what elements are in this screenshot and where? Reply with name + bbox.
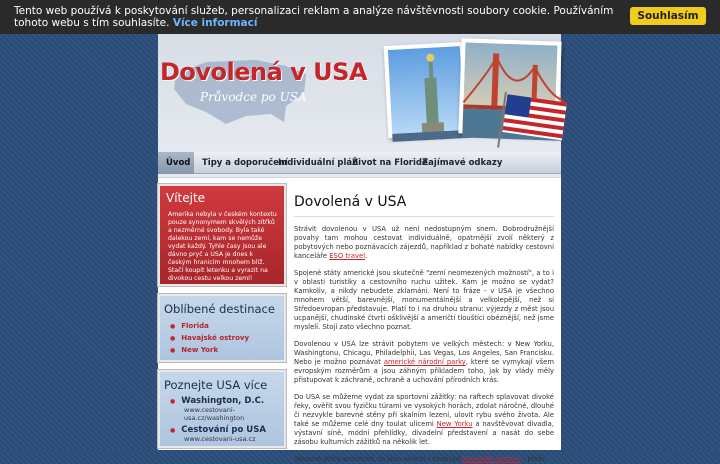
new-york-link[interactable]: New Yorku: [436, 420, 473, 428]
nav-divider: [158, 174, 561, 178]
statue-of-liberty-photo: [384, 42, 469, 138]
page-container: [158, 34, 561, 463]
header: [158, 34, 561, 152]
paragraph-1: Strávit dovolenou v USA už není nedostupným snem. Dobrodružnější povahy tam mohou cestovat individuálně, opatrnější zvolí některý z pobytových nebo poznávacích zájezdů, například z bohaté nabídky cestovní kanceláře ESO travel.: [294, 225, 554, 260]
paragraph-4: Do USA se můžeme vydat za sportovní zážitky: na raftech splavovat divoké řeky, ověřit svou fyzičku túrami ve vysokých horách, zdolat náročné, dlouhé či nezvykle barevné stěny při skalním lezení, ulovit rybu svého života. Ale také se můžeme celé dny toulat ulicemi New Yorku a navštěvovat divadla, výstavní síně, módní přehlídky, divadelní představení a nasát do sebe zásobu kulturních zážitků na několik let.: [294, 393, 555, 446]
paragraph-2: Spojené státy americké jsou skutečně "zemí neomezených možností", a to i v oblasti turistiky a cestovního ruchu užitek. Kam je možno se vydat? Kamkoliv, a nikdy nebudete zklamáni. Není to fráze - v USA je všechno mnohem větší, barevnější, monumentálnější a velkolepější, než si Středoevropan představuje. Platí to i na druhou stranu: výjezdy z měst jsou ucpanější, chudinské čtvrti ošklivější a američtí tlouštíci obéznější, než jsme myslelí. Stojí zato všechno poznat.: [294, 269, 554, 331]
eso-travel-link[interactable]: ESO travel: [329, 252, 366, 260]
more-item-title[interactable]: ● Cestování po USA: [170, 425, 284, 435]
cookie-accept-button[interactable]: Souhlasím: [630, 7, 706, 25]
more-item-washington[interactable]: [160, 396, 284, 425]
destination-new-york-link[interactable]: ● New York: [170, 344, 284, 356]
hawaii-link[interactable]: Havajské ostrovy: [462, 455, 521, 463]
usa-flag-icon: [498, 92, 566, 152]
more-item-url: www.cestovani-usa.cz/washington: [184, 406, 245, 422]
nav-item-uvod[interactable]: Úvod: [158, 152, 194, 174]
main-content: [294, 194, 554, 464]
cookie-text: Tento web používá k poskytování služeb, personalizaci reklam a analýze návštěvnosti soubory cookie. Používáním tohoto webu s tím souhlasíte. Více informací: [14, 5, 614, 29]
nav-item-zivot-na-floride[interactable]: Život na Floridě: [352, 158, 428, 168]
destinations-box: [158, 294, 286, 362]
paragraph-5: Spojené státy americké, to jsou ovšem i exotické Havajské ostrovy - pláže,: [294, 455, 548, 463]
logo-title[interactable]: Dovolená v USA: [160, 58, 368, 86]
cookie-bar: [0, 0, 720, 34]
cookie-more-info-link[interactable]: Více informací: [172, 17, 258, 29]
nav-item-zajimave-odkazy[interactable]: Zajímavé odkazy: [422, 158, 503, 168]
nav-item-individualni-plan[interactable]: Individuální plán: [278, 158, 359, 168]
destination-florida-link[interactable]: ● Florida: [170, 320, 284, 332]
welcome-text: Amerika nebyla v českém kontextu pouze synonymem skvělých zítřků a nezměrné svobody. Byla také dalekou zemí, kam se nemůže vydat každý. Tyhle časy jsou ale dávno pryč a USA je dnes k českým hranicím mnohem blíž. Stačí koupit letenku a vyrazit na divokou cestu velkou zemí!: [168, 211, 277, 282]
more-item-cestovani[interactable]: [160, 425, 284, 446]
paragraph-3: Dovolenou v USA lze strávit pobytem ve velkých městech: v New Yorku, Washingtonu, Chicagu, Philadelphii, Las Vegas, Los Angeles, San Francisku. Nebo je možno poznávat americké národní parky, které se vymykají všem evropským rozměrům a jsou záhným příkladem toho, jak by vlády měly přistupovat k záchraně, ochraně a uchování přírodních krás.: [294, 340, 554, 384]
destinations-title: Oblíbené destinace: [164, 302, 275, 316]
more-item-url: www.cestovani-usa.cz: [184, 435, 256, 443]
sidebar: [158, 184, 286, 448]
welcome-title: Vítejte: [166, 191, 206, 205]
page-title: Dovolená v USA: [294, 194, 554, 217]
destination-hawaii-link[interactable]: ● Havajské ostrovy: [170, 332, 284, 344]
more-usa-title: Poznejte USA více: [164, 378, 268, 392]
main-nav: [158, 152, 561, 174]
more-usa-box: [158, 370, 286, 448]
more-item-title[interactable]: ● Washington, D.C.: [170, 396, 284, 406]
nav-item-tipy[interactable]: Tipy a doporučení: [202, 158, 288, 168]
destinations-list: [160, 320, 284, 360]
national-parks-link[interactable]: americké národní parky: [383, 358, 466, 366]
logo-subtitle: Průvodce po USA: [200, 90, 307, 104]
welcome-box: [158, 184, 286, 286]
